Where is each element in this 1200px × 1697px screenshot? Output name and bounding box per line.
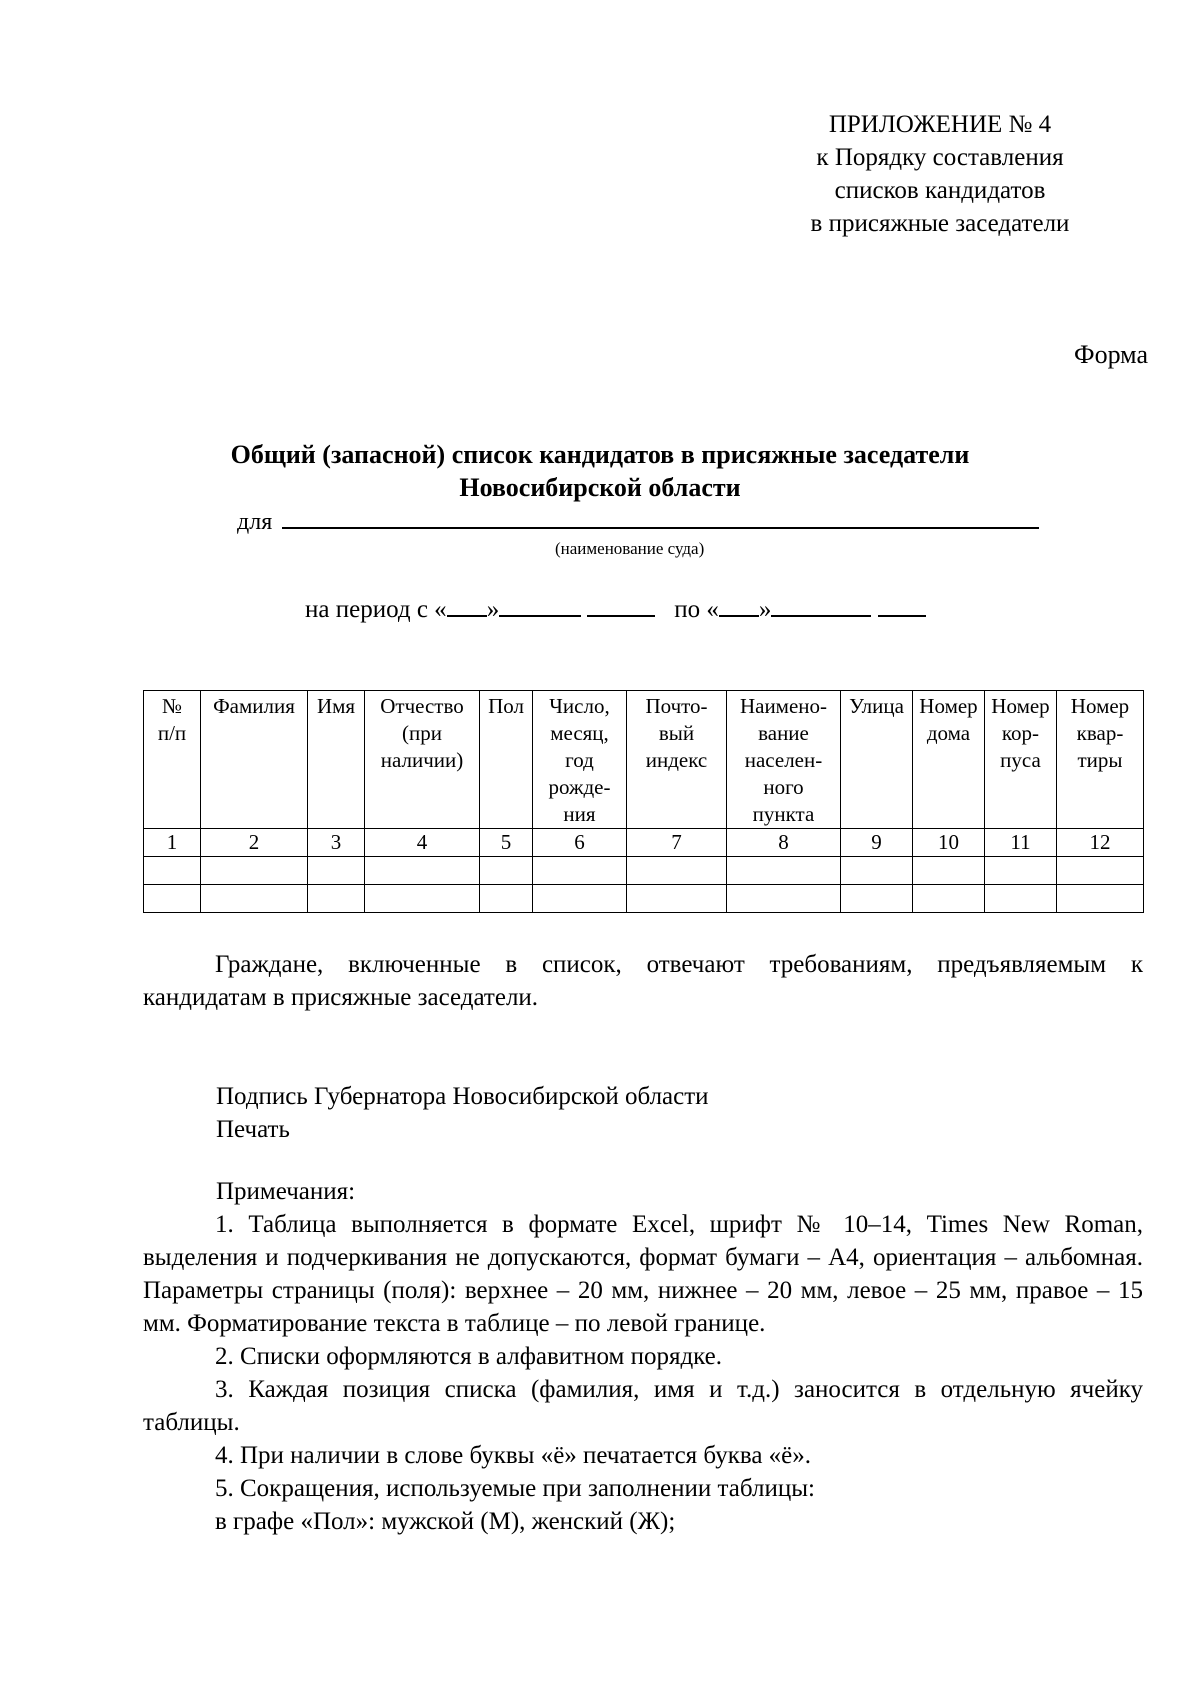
table-cell[interactable] xyxy=(480,857,533,885)
title-line: Новосибирской области xyxy=(459,473,741,502)
table-cell[interactable] xyxy=(985,857,1057,885)
table-cell[interactable] xyxy=(627,885,727,913)
column-number: 8 xyxy=(727,829,841,857)
candidates-table xyxy=(143,690,1144,913)
column-number: 6 xyxy=(533,829,627,857)
table-cell[interactable] xyxy=(533,885,627,913)
note-item: 3. Каждая позиция списка (фамилия, имя и т.д.) заносится в отдельную ячейку таблицы. xyxy=(143,1376,1143,1436)
table-cell[interactable] xyxy=(1057,885,1144,913)
column-number: 2 xyxy=(201,829,308,857)
notes-heading: Примечания: xyxy=(216,1178,356,1205)
table-cell[interactable] xyxy=(841,857,913,885)
header-apartment: Номер квар- тиры xyxy=(1057,691,1144,829)
table-cell[interactable] xyxy=(480,885,533,913)
table-cell[interactable] xyxy=(985,885,1057,913)
note-item: 2. Списки оформляются в алфавитном порядке. xyxy=(215,1343,723,1370)
table-cell[interactable] xyxy=(1057,857,1144,885)
table-cell[interactable] xyxy=(913,885,985,913)
header-locality: Наимено- вание населен- ного пункта xyxy=(727,691,841,829)
seal-line: Печать xyxy=(216,1116,290,1143)
header-patronymic: Отчество (при наличии) xyxy=(365,691,480,829)
table-cell[interactable] xyxy=(627,857,727,885)
statement-paragraph: Граждане, включенные в список, отвечают требованиям, предъявляемым к кандидатам в присяжные заседатели. xyxy=(143,951,1143,1011)
signature-line: Подпись Губернатора Новосибирской области xyxy=(216,1083,709,1110)
header-postal-code: Почто- вый индекс xyxy=(627,691,727,829)
column-number: 7 xyxy=(627,829,727,857)
column-number: 9 xyxy=(841,829,913,857)
column-number-row xyxy=(144,829,1144,857)
table-cell[interactable] xyxy=(144,885,201,913)
period-quote: » xyxy=(758,596,772,623)
note-item: 5. Сокращения, используемые при заполнении таблицы: xyxy=(215,1475,815,1502)
table-cell[interactable] xyxy=(727,885,841,913)
period-line xyxy=(305,595,926,624)
header-birth-date: Число, месяц, год рожде- ния xyxy=(533,691,627,829)
notes-list xyxy=(143,1208,1143,1538)
header-surname: Фамилия xyxy=(201,691,308,829)
table-cell[interactable] xyxy=(365,857,480,885)
period-from-year-blank[interactable] xyxy=(587,595,655,617)
table-cell[interactable] xyxy=(365,885,480,913)
title-line: Общий (запасной) список кандидатов в присяжные заседатели xyxy=(230,440,970,469)
table-cell[interactable] xyxy=(727,857,841,885)
period-from-day-blank[interactable] xyxy=(447,595,487,617)
table-cell[interactable] xyxy=(308,885,365,913)
column-number: 3 xyxy=(308,829,365,857)
column-number: 11 xyxy=(985,829,1057,857)
table-cell[interactable] xyxy=(841,885,913,913)
table-cell[interactable] xyxy=(201,885,308,913)
period-to-month-blank[interactable] xyxy=(771,595,871,617)
court-name-line xyxy=(237,505,1039,536)
table-cell[interactable] xyxy=(201,857,308,885)
court-name-blank[interactable] xyxy=(282,505,1039,529)
period-to-day-blank[interactable] xyxy=(719,595,759,617)
column-number: 12 xyxy=(1057,829,1144,857)
note-item: 4. При наличии в слове буквы «ё» печатается буква «ё». xyxy=(215,1442,812,1469)
period-to-label: по « xyxy=(674,596,719,623)
court-caption: (наименование суда) xyxy=(555,539,705,558)
header-building: Номер кор- пуса xyxy=(985,691,1057,829)
appendix-line: списков кандидатов xyxy=(834,177,1046,204)
header-house: Номер дома xyxy=(913,691,985,829)
table-cell[interactable] xyxy=(144,857,201,885)
period-to-year-blank[interactable] xyxy=(878,595,926,617)
appendix-header xyxy=(760,108,1120,240)
header-sex: Пол xyxy=(480,691,533,829)
header-name: Имя xyxy=(308,691,365,829)
note-item: в графе «Пол»: мужской (М), женский (Ж); xyxy=(215,1508,676,1535)
appendix-title: ПРИЛОЖЕНИЕ № 4 xyxy=(828,111,1052,138)
table-cell[interactable] xyxy=(533,857,627,885)
period-from-label: на период с « xyxy=(305,596,447,623)
form-label: Форма xyxy=(1074,340,1148,369)
appendix-line: к Порядку составления xyxy=(816,144,1064,171)
note-item: 1. Таблица выполняется в формате Excel, шрифт № 10–14, Times New Roman, выделения и подчеркивания не допускаются, формат бумаги – А4, ориентация – альбомная. Параметры страницы (поля): верхнее – 20 мм, нижнее – 20 мм, левое – 25 мм, правое – 15 мм. Форматирование текста в таблице – по левой границе. xyxy=(143,1211,1143,1337)
header-number: № п/п xyxy=(144,691,201,829)
table-header-row xyxy=(144,691,1144,829)
table-row xyxy=(144,857,1144,885)
table-cell[interactable] xyxy=(308,857,365,885)
header-street: Улица xyxy=(841,691,913,829)
court-prefix: для xyxy=(237,509,273,535)
appendix-line: в присяжные заседатели xyxy=(810,210,1070,237)
document-title xyxy=(140,438,1060,504)
table-cell[interactable] xyxy=(913,857,985,885)
column-number: 5 xyxy=(480,829,533,857)
period-from-month-blank[interactable] xyxy=(499,595,581,617)
table-row xyxy=(144,885,1144,913)
column-number: 10 xyxy=(913,829,985,857)
period-quote: » xyxy=(486,596,500,623)
column-number: 4 xyxy=(365,829,480,857)
column-number: 1 xyxy=(144,829,201,857)
